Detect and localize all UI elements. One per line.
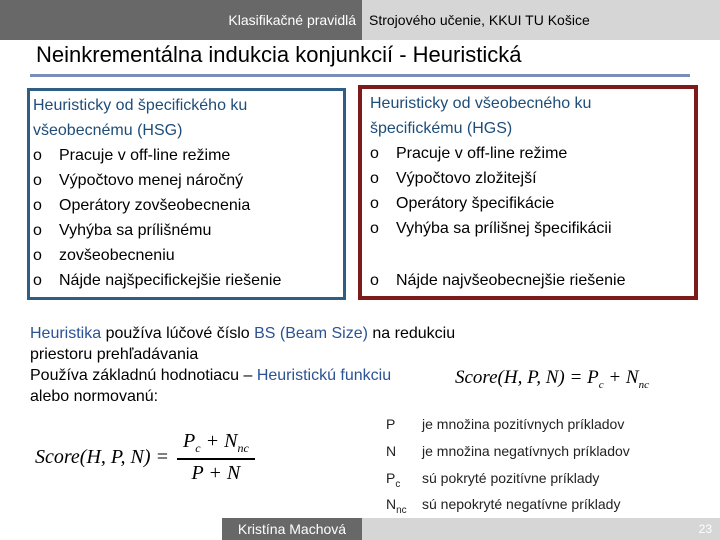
hgs-item: o Operátory špecifikácie [370,191,694,216]
bullet-marker: o [33,197,42,214]
bullet-marker: o [33,147,42,164]
hsg-item: o zovšeobecneniu [33,243,343,268]
fraction-bar [177,458,255,460]
hgs-item: o Vyhýba sa prílišnej špecifikácii [370,216,694,241]
title-underline [30,74,690,77]
slide-title: Neinkrementálna indukcia konjunkcií - Heuristická [36,42,522,67]
hgs-item: o Pracuje v off-line režime [370,141,694,166]
bullet-marker: o [33,222,42,239]
symbol-legend [386,414,630,521]
formula-fraction [177,430,255,485]
hgs-heading-line1: Heuristicky od všeobecného ku [370,95,592,112]
hsg-item: o Nájde najšpecifickejšie riešenie [33,268,343,293]
score-formula-normalized [35,430,255,485]
term-beam-size: BS (Beam Size) [254,325,368,342]
bullet-marker: o [33,172,42,189]
legend-row: N je množina negatívnych príkladov [386,442,630,459]
bullet-marker: o [370,220,379,237]
footer-bar [362,518,720,540]
hsg-item: o Výpočtovo menej náročný [33,168,343,193]
hgs-box [358,85,698,300]
header-course-section: Klasifikačné pravidlá [0,0,362,40]
hgs-item: o Výpočtovo zložitejší [370,166,694,191]
bullet-marker: o [33,272,42,289]
bullet-marker: o [370,195,379,212]
score-formula-basic: Score(H, P, $N) = P_c + N_{nc}$ [455,367,649,391]
heuristics-paragraph: Heuristika používa lúčové číslo BS (Beam Size) na redukciu priestoru prehľadávania Používa základnú hodnotiacu – Heuristickú funkciu alebo normovanú: [30,325,456,405]
bullet-marker: o [370,145,379,162]
hgs-heading-line2: špecifickému (HGS) [370,120,513,137]
bullet-marker: o [370,170,379,187]
hgs-item: o Nájde najvšeobecnejšie riešenie [370,268,694,293]
bullet-marker: o [370,272,379,289]
page-number: 23 [698,522,712,536]
hsg-item: o Operátory zovšeobecnenia [33,193,343,218]
formula-numerator: $P_c + N_{nc}$ [183,430,249,455]
bullet-marker: o [33,247,42,264]
term-heuristic-function: Heuristickú funkciu [256,367,392,384]
hsg-item: o Vyhýba sa prílišnému [33,218,343,243]
legend-row: $P_c$ sú pokryté pozitívne príklady [386,469,600,490]
term-heuristika: Heuristika [30,325,102,342]
hsg-heading-line2: všeobecnému (HSG) [33,122,183,139]
legend-row: P je množina pozitívnych príkladov [386,416,625,432]
formula-lhs: Score(H, P, N) = [35,445,170,468]
hsg-box [27,88,346,300]
header-course-title: Strojového učenie, KKUI TU Košice [362,0,720,40]
hsg-heading-line1: Heuristicky od špecifického ku [33,97,248,114]
hsg-item: o Pracuje v off-line režime [33,143,343,168]
footer-author: Kristína Machová [222,518,362,540]
formula-denominator: P + N [191,461,241,484]
legend-row: $N_{nc}$ sú nepokryté negatívne príklady [386,496,621,517]
